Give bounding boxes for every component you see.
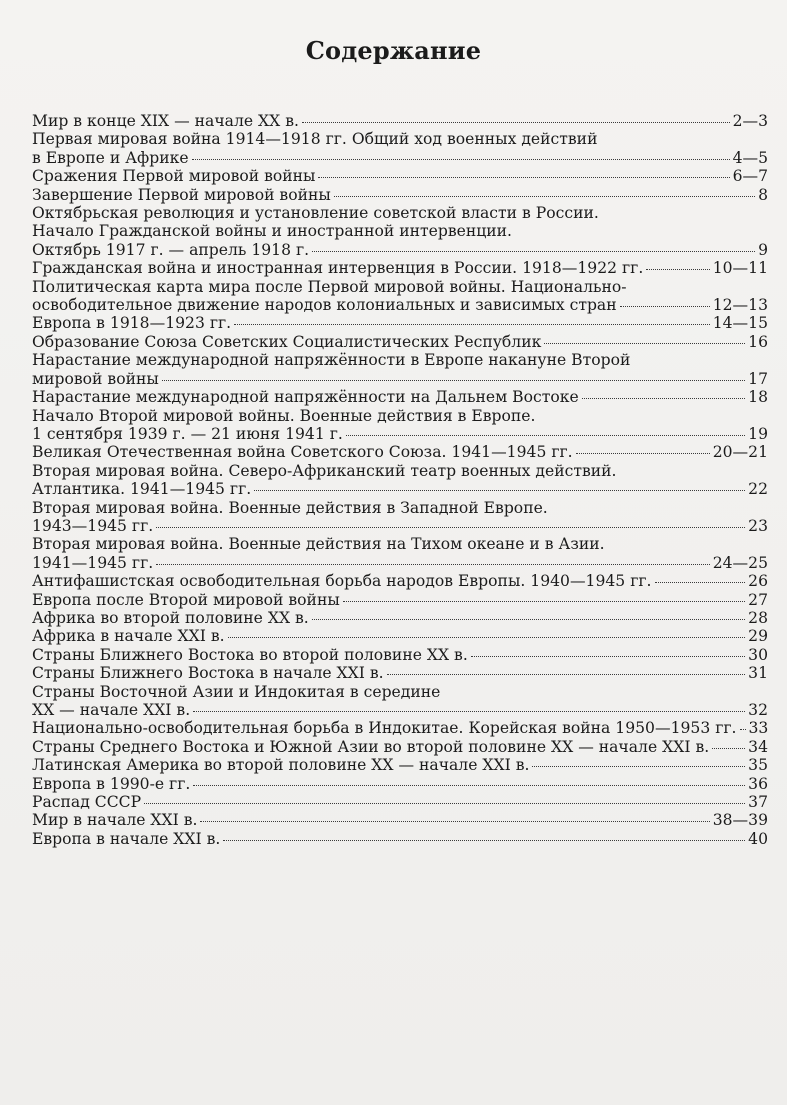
toc-entry-line: Октябрь 1917 г. — апрель 1918 г. xyxy=(32,240,310,259)
dot-leader xyxy=(193,711,745,712)
toc-entry-row xyxy=(32,572,768,590)
page-number: 26 xyxy=(748,572,768,591)
page-number: 8 xyxy=(758,185,768,204)
toc-entry-row xyxy=(32,167,768,185)
toc-entry-row xyxy=(32,425,768,443)
toc-entry-row xyxy=(32,627,768,645)
toc-entry-row xyxy=(32,296,768,314)
page-number: 9 xyxy=(758,240,768,259)
dot-leader xyxy=(312,619,745,620)
toc-entry-line: Сражения Первой мировой войны xyxy=(32,167,316,186)
page-number: 24—25 xyxy=(712,553,768,572)
page-number: 22 xyxy=(748,480,768,499)
dot-leader xyxy=(302,122,730,123)
page-number: 20—21 xyxy=(712,443,768,462)
dot-leader xyxy=(162,380,745,381)
toc-entry-line: Африка во второй половине XX в. xyxy=(32,608,309,627)
toc-entry-row xyxy=(32,793,768,811)
toc-entry xyxy=(32,535,768,572)
toc-entry-row xyxy=(32,775,768,793)
toc-entry-line: освободительное движение народов колониальных и зависимых стран xyxy=(32,296,617,315)
toc-entry-row xyxy=(32,701,768,719)
page-number: 23 xyxy=(748,516,768,535)
dot-leader xyxy=(223,840,745,841)
page-number: 29 xyxy=(748,627,768,646)
toc-entry-row xyxy=(32,443,768,461)
page-number: 2—3 xyxy=(732,112,768,130)
toc-entry-line: Вторая мировая война. Военные действия в Западной Европе. xyxy=(32,498,548,517)
toc-entry-line: Страны Ближнего Востока в начале XXI в. xyxy=(32,664,384,683)
dot-leader xyxy=(200,821,709,822)
toc-entry-line: XX — начале XXI в. xyxy=(32,701,191,719)
toc-entry-line: Первая мировая война 1914—1918 гг. Общий ход военных действий xyxy=(32,130,598,149)
dot-leader xyxy=(343,601,745,602)
toc-entry-line: Европа после Второй мировой войны xyxy=(32,590,340,609)
toc-entry xyxy=(32,407,768,444)
toc-entry-line: в Европе и Африке xyxy=(32,148,189,167)
toc-entry-line: Начало Гражданской войны и иностранной интервенции. xyxy=(32,222,513,241)
page-number: 33 xyxy=(748,719,769,738)
toc-entry-line: Мир в начале XXI в. xyxy=(32,811,198,830)
toc-entry-row xyxy=(32,664,768,682)
toc-entry-row xyxy=(32,480,768,498)
dot-leader xyxy=(582,398,745,399)
toc-entry xyxy=(32,591,768,609)
toc-entry xyxy=(32,627,768,645)
page-number: 10—11 xyxy=(712,259,768,278)
page-number: 19 xyxy=(748,424,768,443)
dot-leader xyxy=(192,159,730,160)
table-of-contents xyxy=(32,112,768,848)
toc-entry-row xyxy=(32,554,768,572)
dot-leader xyxy=(234,324,710,325)
toc-entry-line: Мир в конце XIX — начале XX в. xyxy=(32,112,299,130)
toc-entry-row xyxy=(32,830,768,848)
page-number: 12—13 xyxy=(712,296,768,315)
dot-leader xyxy=(318,177,729,178)
toc-entry-row xyxy=(32,811,768,829)
toc-entry xyxy=(32,683,768,720)
toc-entry xyxy=(32,443,768,461)
toc-entry xyxy=(32,793,768,811)
dot-leader xyxy=(471,656,745,657)
toc-entry-line: Гражданская война и иностранная интервенция в России. 1918—1922 гг. xyxy=(32,259,644,278)
page-number: 28 xyxy=(748,608,768,627)
toc-entry-line: 1 сентября 1939 г. — 21 июня 1941 г. xyxy=(32,424,343,443)
toc-entry xyxy=(32,204,768,259)
toc-entry-row xyxy=(32,370,768,388)
toc-entry xyxy=(32,719,768,737)
toc-entry-line: Национально-освободительная борьба в Индокитае. Корейская война 1950—1953 гг. xyxy=(32,719,737,738)
dot-leader xyxy=(228,637,746,638)
toc-entry-line: 1943—1945 гг. xyxy=(32,516,154,535)
toc-entry-row xyxy=(32,609,768,627)
toc-entry-line: Европа в 1990-е гг. xyxy=(32,774,191,793)
dot-leader xyxy=(346,435,745,436)
toc-entry-line: Политическая карта мира после Первой мировой войны. Национально- xyxy=(32,277,627,296)
toc-entry-line: Страны Среднего Востока и Южной Азии во второй половине XX — начале XXI в. xyxy=(32,737,710,756)
page-number: 27 xyxy=(748,590,768,609)
toc-entry xyxy=(32,609,768,627)
toc-entry-row xyxy=(32,388,768,406)
toc-entry-line: Вторая мировая война. Северо-Африканский театр военных действий. xyxy=(32,461,617,480)
page-title: Содержание xyxy=(305,36,482,65)
toc-entry xyxy=(32,112,768,130)
toc-entry xyxy=(32,738,768,756)
toc-entry xyxy=(32,756,768,774)
dot-leader xyxy=(712,748,745,749)
page-number: 35 xyxy=(748,756,768,775)
dot-leader xyxy=(312,251,755,252)
toc-entry xyxy=(32,186,768,204)
dot-leader xyxy=(620,306,710,307)
toc-entry-line: Образование Союза Советских Социалистических Республик xyxy=(32,332,542,351)
toc-entry-row xyxy=(32,517,768,535)
dot-leader xyxy=(740,729,746,730)
toc-entry xyxy=(32,775,768,793)
toc-entry-row xyxy=(32,112,768,130)
toc-entry xyxy=(32,278,768,315)
toc-entry xyxy=(32,351,768,388)
toc-entry xyxy=(32,572,768,590)
toc-entry-line: Октябрьская революция и установление советской власти в России. xyxy=(32,204,599,223)
toc-entry-line: Атлантика. 1941—1945 гг. xyxy=(32,480,252,499)
page-number: 16 xyxy=(748,332,768,351)
toc-entry-line: Нарастание международной напряжённости в Европе накануне Второй xyxy=(32,351,631,370)
toc-entry-line: Страны Ближнего Востока во второй половине XX в. xyxy=(32,645,468,664)
toc-entry-row xyxy=(32,259,768,277)
page-number: 4—5 xyxy=(732,148,768,167)
toc-entry xyxy=(32,830,768,848)
toc-entry xyxy=(32,167,768,185)
dot-leader xyxy=(156,527,745,528)
page-number: 36 xyxy=(748,774,768,793)
dot-leader xyxy=(387,674,746,675)
toc-entry-line: Латинская Америка во второй половине XX — начале XXI в. xyxy=(32,756,530,775)
page-number: 38—39 xyxy=(712,811,768,830)
page-number: 32 xyxy=(748,701,768,719)
toc-entry xyxy=(32,462,768,499)
dot-leader xyxy=(156,564,710,565)
toc-entry xyxy=(32,646,768,664)
toc-entry-line: Великая Отечественная война Советского Союза. 1941—1945 гг. xyxy=(32,443,573,462)
toc-entry xyxy=(32,130,768,167)
toc-entry-line: Страны Восточной Азии и Индокитая в середине xyxy=(32,682,441,701)
toc-entry-line: 1941—1945 гг. xyxy=(32,553,154,572)
dot-leader xyxy=(655,582,746,583)
toc-entry-row xyxy=(32,591,768,609)
page-number: 14—15 xyxy=(712,314,768,333)
toc-entry xyxy=(32,811,768,829)
toc-entry-line: Африка в начале XXI в. xyxy=(32,627,225,646)
dot-leader xyxy=(544,343,745,344)
toc-entry-line: Распад СССР xyxy=(32,793,142,812)
toc-entry-row xyxy=(32,646,768,664)
toc-entry-row xyxy=(32,149,768,167)
dot-leader xyxy=(334,196,755,197)
toc-entry-line: Вторая мировая война. Военные действия на Тихом океане и в Азии. xyxy=(32,535,605,554)
page-number: 18 xyxy=(748,388,768,407)
toc-entry-row xyxy=(32,241,768,259)
dot-leader xyxy=(576,453,710,454)
toc-entry xyxy=(32,664,768,682)
toc-entry xyxy=(32,259,768,277)
toc-entry xyxy=(32,333,768,351)
toc-entry-row xyxy=(32,333,768,351)
dot-leader xyxy=(254,490,745,491)
toc-entry xyxy=(32,499,768,536)
toc-entry-line: Европа в 1918—1923 гг. xyxy=(32,314,232,333)
toc-entry-row xyxy=(32,756,768,774)
page-number: 6—7 xyxy=(732,167,768,186)
toc-entry-line: мировой войны xyxy=(32,369,159,388)
toc-entry-line: Нарастание международной напряжённости на Дальнем Востоке xyxy=(32,388,579,407)
page-number: 31 xyxy=(748,664,768,683)
page-number: 40 xyxy=(748,829,768,848)
toc-entry-line: Европа в начале XXI в. xyxy=(32,829,221,848)
toc-entry xyxy=(32,388,768,406)
toc-entry-line: Антифашистская освободительная борьба народов Европы. 1940—1945 гг. xyxy=(32,572,652,591)
page-number: 30 xyxy=(748,645,768,664)
dot-leader xyxy=(193,785,745,786)
dot-leader xyxy=(646,269,709,270)
toc-entry-row xyxy=(32,719,768,737)
toc-entry-row xyxy=(32,738,768,756)
toc-entry-line: Завершение Первой мировой войны xyxy=(32,185,331,204)
toc-entry-line: Начало Второй мировой войны. Военные действия в Европе. xyxy=(32,406,536,425)
toc-entry-row xyxy=(32,186,768,204)
page-number: 17 xyxy=(748,369,768,388)
dot-leader xyxy=(532,766,745,767)
toc-entry xyxy=(32,314,768,332)
page-number: 34 xyxy=(748,737,768,756)
toc-entry-row xyxy=(32,314,768,332)
dot-leader xyxy=(144,803,745,804)
page-number: 37 xyxy=(748,793,768,812)
